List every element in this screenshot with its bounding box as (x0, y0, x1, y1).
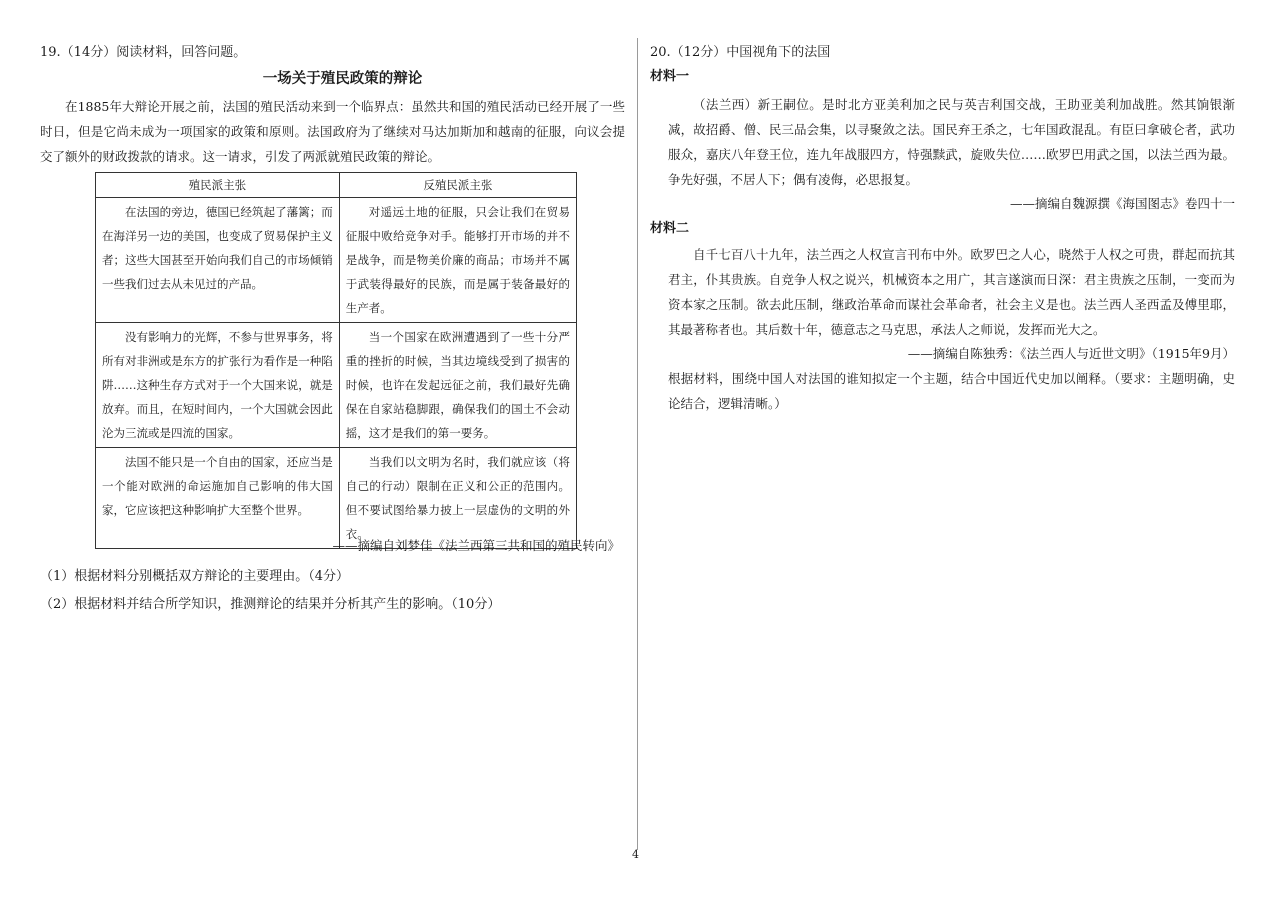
table-row (96, 323, 577, 448)
column-divider (637, 38, 638, 850)
table-header-row (96, 173, 577, 198)
material-2-text: 自千七百八十九年，法兰西之人权宣言刊布中外。欧罗巴之人心，晓然于人权之可贵，群起而抗其君主，仆其贵族。自竞争人权之说兴，机械资本之用广，其言遂演而日深：君主贵族之压制，一变而为资本家之压制。欲去此压制，继政治革命而谋社会革命者，社会主义是也。法兰西人圣西孟及傅里耶，其最著称者也。其后数十年，德意志之马克思，承法人之师说，发挥而光大之。 (668, 247, 1235, 337)
material-1-label: 材料一 (650, 69, 690, 84)
table-cell: 当一个国家在欧洲遭遇到了一些十分严重的挫折的时候，当其边境线受到了损害的时候，也许在发起远征之前，我们最好先确保在自家站稳脚跟，确保我们的国土不会动摇，这才是我们的第一要务。 (339, 323, 576, 448)
table-cell: 在法国的旁边，德国已经筑起了藩篱；而在海洋另一边的美国，也变成了贸易保护主义者；这些大国甚至开始向我们自己的市场倾销一些我们过去从未见过的产品。 (96, 198, 340, 323)
material-2-source: ——摘编自陈独秀：《法兰西人与近世文明》（1915年9月） (907, 346, 1235, 361)
table-cell: 法国不能只是一个自由的国家，还应当是一个能对欧洲的命运施加自己影响的伟大国家，它应该把这种影响扩大至整个世界。 (96, 448, 340, 549)
q20-task: 根据材料，围绕中国人对法国的谁知拟定一个主题，结合中国近代史加以阐释。（要求：主题明确，史论结合，逻辑清晰。） (668, 371, 1235, 411)
table-row (96, 198, 577, 323)
q19-subquestion-2: （2）根据材料并结合所学知识，推测辩论的结果并分析其产生的影响。（10分） (40, 597, 501, 612)
debate-table (95, 172, 577, 549)
question-19 (40, 42, 625, 612)
q20-header: 20.（12分）中国视角下的法国 (650, 45, 831, 60)
anti-colonial-header: 反殖民派主张 (339, 173, 576, 198)
q19-subquestion-1: （1）根据材料分别概括双方辩论的主要理由。（4分） (40, 569, 350, 584)
table-cell: 对遥远土地的征服，只会让我们在贸易征服中败给竞争对手。能够打开市场的并不是战争，而是物美价廉的商品；市场并不属于武装得最好的民族，而是属于装备最好的生产者。 (339, 198, 576, 323)
table-cell: 没有影响力的光辉，不参与世界事务，将所有对非洲或是东方的扩张行为看作是一种陷阱……这种生存方式对于一个大国来说，就是放弃。而且，在短时间内，一个大国就会因此沦为三流或是四流的国家。 (96, 323, 340, 448)
material-1-source: ——摘编自魏源撰《海国图志》卷四十一 (1009, 196, 1235, 211)
q19-header: 19.（14分）阅读材料，回答问题。 (40, 45, 247, 60)
page-number: 4 (632, 848, 639, 861)
q19-source-citation: ——摘编自刘梦佳《法兰西第三共和国的殖民转向》 (332, 538, 620, 553)
pro-colonial-header: 殖民派主张 (96, 173, 340, 198)
q19-material-title: 一场关于殖民政策的辩论 (262, 70, 423, 87)
question-20 (650, 42, 1235, 416)
material-1-text: （法兰西）新王嗣位。是时北方亚美利加之民与英吉利国交战，王助亚美利加战胜。然其饷银渐减，故招爵、僧、民三品会集，以寻聚敛之法。国民弃王杀之，七年国政混乱。有臣曰拿破仑者，武功服众，嘉庆八年登王位，连九年战服四方，恃强黩武，旋败失位……欧罗巴用武之国，以法兰西为最。争先好强，不居人下；偶有凌侮，必思报复。 (668, 97, 1235, 187)
material-2-label: 材料二 (650, 221, 690, 236)
q19-intro-paragraph: 在1885年大辩论开展之前，法国的殖民活动来到一个临界点：虽然共和国的殖民活动已经开展了一些时日，但是它尚未成为一项国家的政策和原则。法国政府为了继续对马达加斯加和越南的征服，向议会提交了额外的财政拨款的请求。这一请求，引发了两派就殖民政策的辩论。 (40, 99, 625, 164)
table-row (96, 448, 577, 549)
table-cell: 当我们以文明为名时，我们就应该（将自己的行动）限制在正义和公正的范围内。但不要试图给暴力披上一层虚伪的文明的外衣。 (339, 448, 576, 549)
